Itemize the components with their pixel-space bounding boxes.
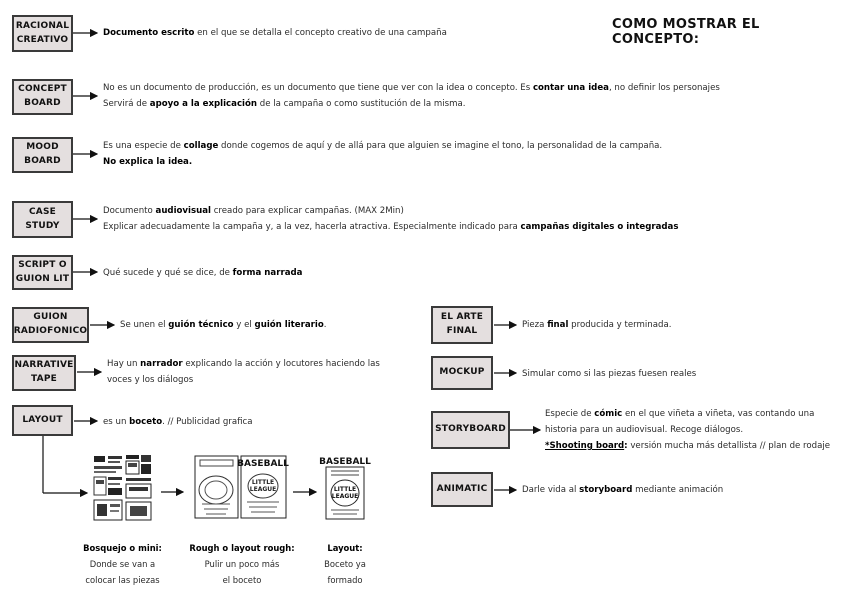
box-guion-radiofonico — [12, 307, 89, 343]
box-label: STORYBOARD — [435, 424, 506, 435]
rough-sub-1: LITTLE — [251, 479, 275, 486]
script-description: Qué sucede y qué se dice, de forma narrada — [103, 268, 303, 278]
box-narrative-tape — [12, 355, 76, 391]
box-label: FINAL — [446, 326, 478, 336]
box-label: RADIOFONICO — [13, 326, 88, 336]
box-layout — [12, 405, 73, 436]
box-label: RACIONAL — [15, 20, 70, 31]
box-script — [12, 255, 73, 290]
layout-sub-2: LEAGUE — [331, 493, 359, 500]
layout-sub-1: LITTLE — [333, 486, 357, 493]
box-label: GUION — [33, 312, 68, 323]
box-label: MOOD — [26, 142, 59, 153]
rough-banner: BASEBALL — [237, 459, 289, 469]
box-arte-final — [431, 306, 493, 344]
box-label: LAYOUT — [22, 414, 63, 425]
box-label: EL ARTE — [440, 312, 484, 323]
concept-board-line-2: Servirá de apoyo a la explicación de la campaña o como sustitución de la misma. — [103, 99, 466, 109]
layout-description: es un boceto. // Publicidad grafica — [103, 417, 253, 427]
layout-banner: BASEBALL — [319, 457, 371, 467]
guion-radio-description: Se unen el guión técnico y el guión literario. — [120, 320, 327, 330]
box-racional-creativo — [12, 15, 73, 52]
rough-sub-2: LEAGUE — [249, 486, 277, 493]
narrative-tape-line-2: voces y los diálogos — [107, 375, 194, 385]
mockup-description: Simular como si las piezas fuesen reales — [522, 369, 697, 379]
box-storyboard — [431, 411, 510, 449]
box-mockup — [431, 356, 493, 390]
box-concept-board — [12, 79, 73, 115]
racional-description: Documento escrito en el que se detalla el concepto creativo de una campaña — [103, 28, 447, 38]
box-label: STUDY — [25, 220, 60, 231]
sketch-rough — [194, 454, 288, 520]
box-label: BOARD — [24, 156, 61, 166]
box-case-study — [12, 201, 73, 238]
concept-board-line-1: No es un documento de producción, es un documento que tiene que ver con la idea o concepto. Es contar una idea, no definir los personajes — [103, 83, 720, 93]
box-label: TAPE — [31, 374, 57, 384]
sketch-layout — [319, 455, 371, 521]
box-label: ANIMATIC — [436, 483, 488, 494]
mood-board-line-1: Es una especie de collage donde cogemos de aquí y de allá para que alguien se imagine el tono, la personalidad de la campaña. — [103, 141, 663, 151]
box-label: BOARD — [24, 98, 61, 108]
box-mood-board — [12, 137, 73, 173]
box-label: SCRIPT O — [18, 259, 67, 270]
case-study-line-1: Documento audiovisual creado para explicar campañas. (MAX 2Min) — [103, 206, 404, 216]
caption-rough: Rough o layout rough: Pulir un poco más el boceto — [189, 543, 295, 585]
narrative-tape-line-1: Hay un narrador explicando la acción y locutores haciendo las — [107, 359, 380, 369]
page-title: COMO MOSTRAR EL CONCEPTO: — [612, 17, 760, 47]
box-label: CASE — [28, 206, 56, 217]
box-animatic — [431, 472, 493, 507]
caption-layout: Layout: Boceto ya formado — [324, 543, 366, 585]
box-label: MOCKUP — [439, 367, 485, 378]
storyboard-line-2: historia para un audiovisual. Recoge diálogos. — [545, 425, 744, 435]
sketch-thumbnail — [92, 452, 154, 524]
animatic-description: Darle vida al storyboard mediante animación — [522, 485, 724, 495]
box-label: NARRATIVE — [14, 360, 74, 371]
caption-bosquejo: Bosquejo o mini: Donde se van a colocar las piezas — [83, 543, 162, 585]
box-label: CONCEPT — [18, 84, 67, 95]
mood-board-line-2: No explica la idea. — [103, 157, 193, 167]
storyboard-line-3: *Shooting board: versión mucha más detallista // plan de rodaje — [545, 441, 831, 451]
arte-final-description: Pieza final producida y terminada. — [522, 320, 672, 330]
box-label: GUION LIT — [15, 273, 70, 284]
storyboard-line-1: Especie de cómic en el que viñeta a viñeta, vas contando una — [545, 409, 815, 419]
case-study-line-2: Explicar adecuadamente la campaña y, a la vez, hacerla atractiva. Especialmente indicado para campañas digitales o integradas — [103, 222, 679, 232]
box-label: CREATIVO — [16, 34, 69, 45]
